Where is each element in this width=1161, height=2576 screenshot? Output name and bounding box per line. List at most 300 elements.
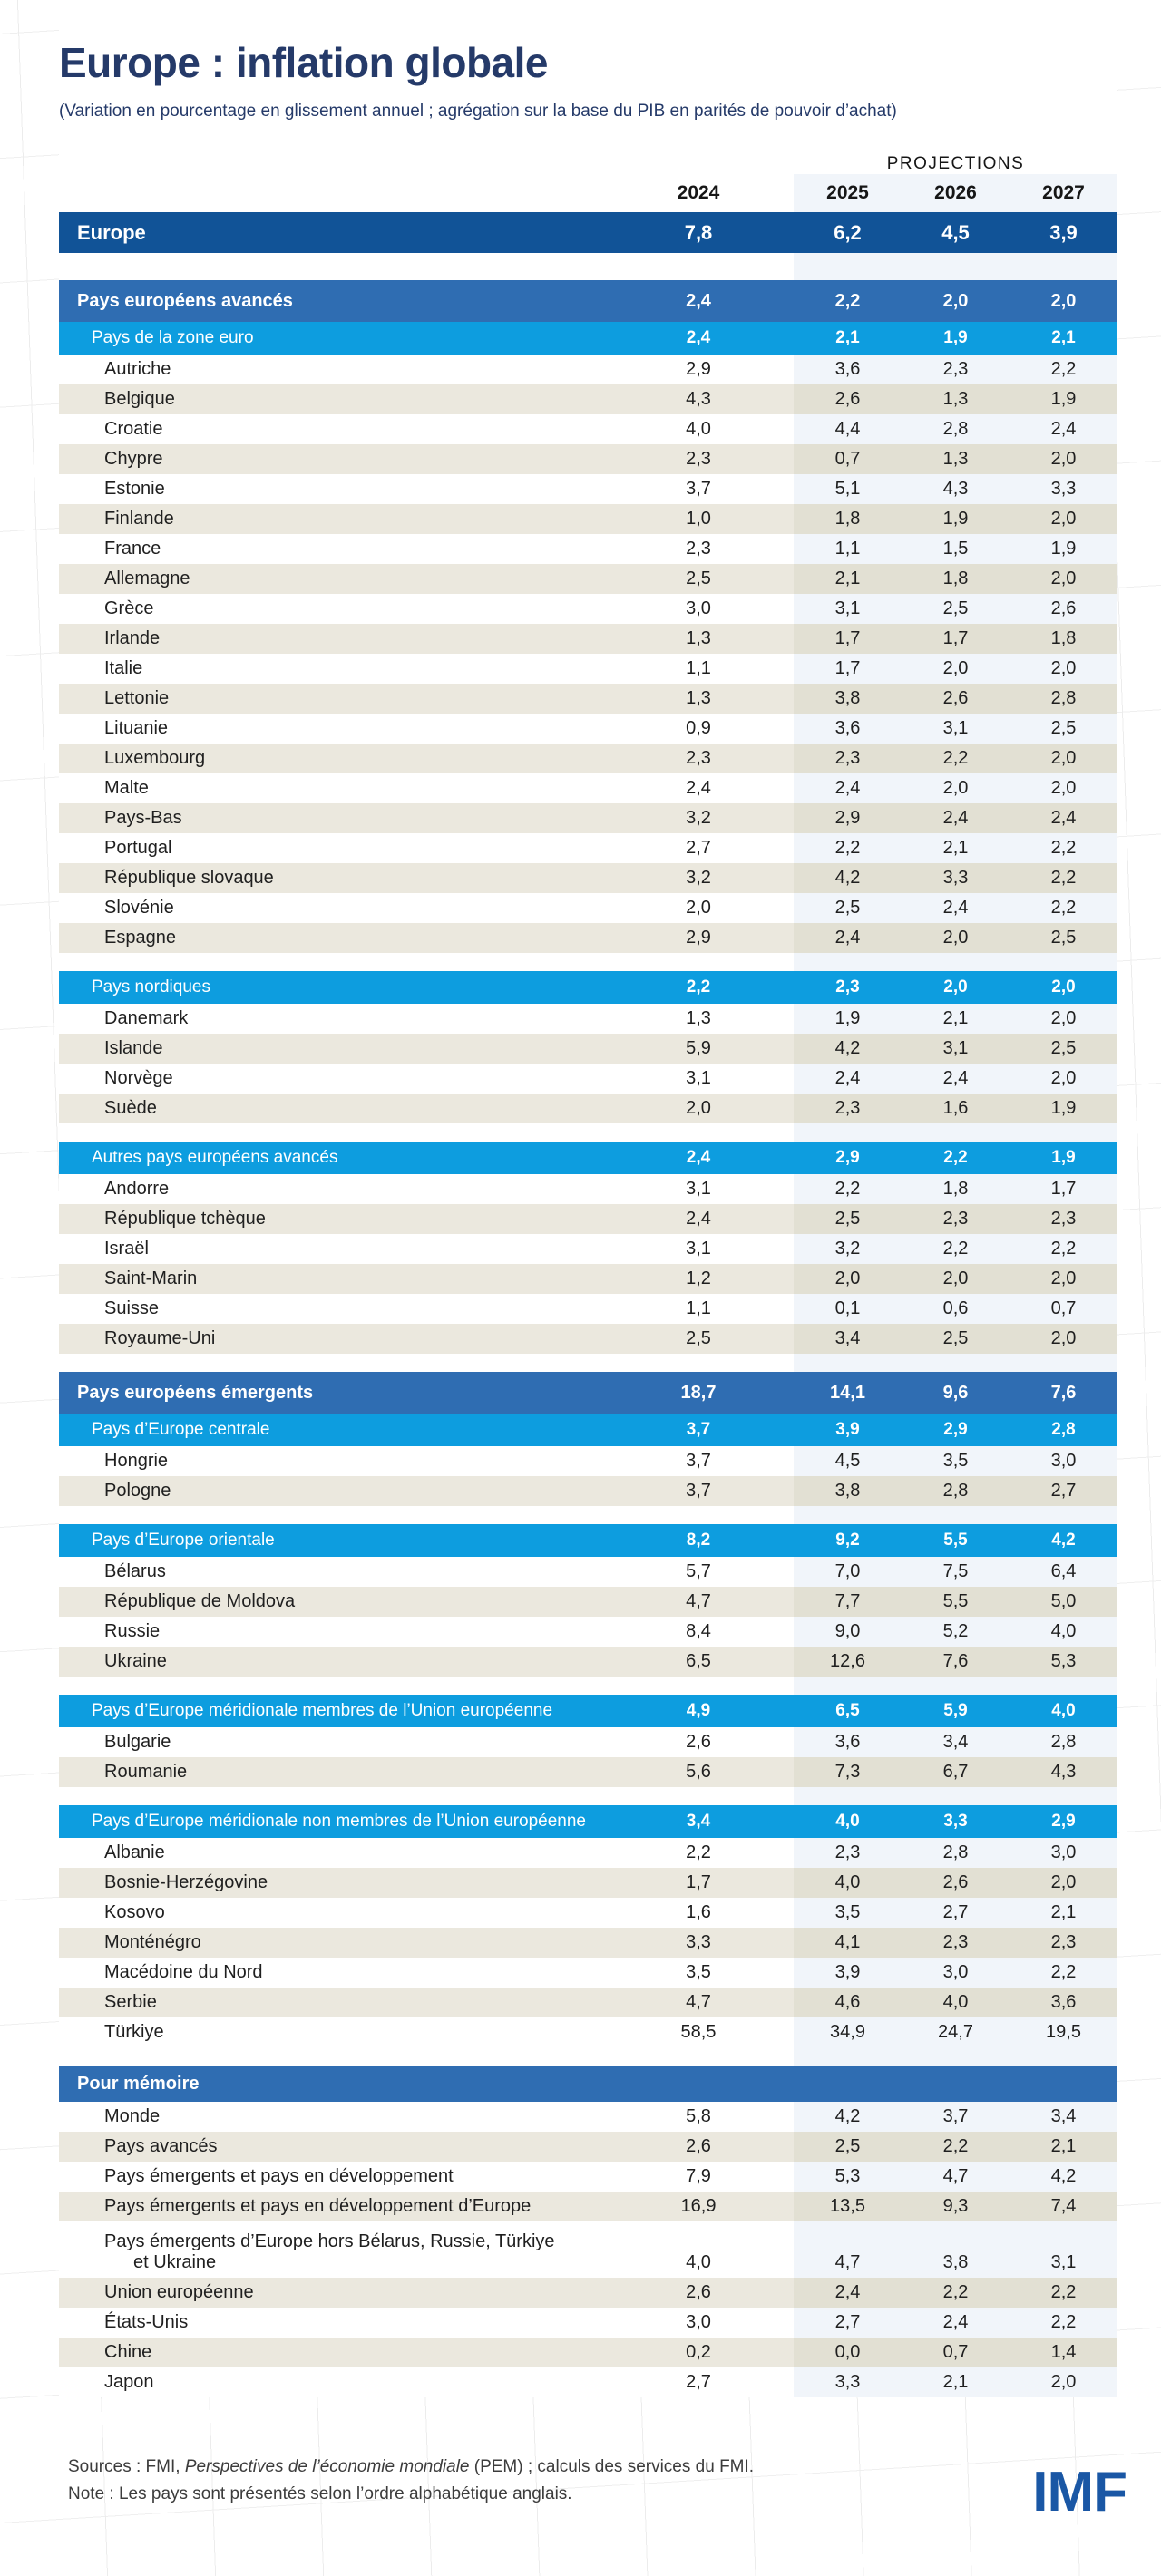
value-2025 <box>794 1677 902 1695</box>
row-label: Russie <box>104 1621 161 1641</box>
table-row <box>59 1617 1117 1647</box>
value-2024: 5,9 <box>686 1038 711 1058</box>
value-2025: 3,4 <box>794 1324 902 1354</box>
value-2025: 2,0 <box>794 1264 902 1294</box>
value-2026: 3,3 <box>943 1812 968 1831</box>
projections-label: PROJECTIONS <box>886 154 1025 173</box>
table-row <box>59 2047 1117 2066</box>
value-2027 <box>1010 253 1117 280</box>
row-label: Kosovo <box>104 1902 165 1922</box>
value-2025: 3,8 <box>794 1476 902 1506</box>
value-2024: 3,7 <box>686 479 711 499</box>
value-2024: 16,9 <box>680 2196 717 2216</box>
value-2025: 3,5 <box>794 1898 902 1928</box>
value-2027: 2,0 <box>1010 773 1117 803</box>
value-2026: 5,9 <box>943 1701 968 1720</box>
row-label: Monde <box>104 2106 161 2126</box>
projections-label-row <box>59 154 1117 174</box>
row-label: Lituanie <box>104 718 169 738</box>
value-2025: 34,9 <box>794 2017 902 2047</box>
value-2026: 3,7 <box>902 2102 1010 2132</box>
value-2025: 2,9 <box>794 803 902 833</box>
row-label: Pays émergents et pays en développement d’Europe <box>104 2196 532 2216</box>
value-2026: 1,9 <box>943 328 968 347</box>
value-2025: 6,5 <box>835 1701 860 1720</box>
value-2027: 7,4 <box>1010 2192 1117 2221</box>
value-2025: 6,2 <box>834 220 862 244</box>
year-header-2027: 2027 <box>1010 174 1117 212</box>
row-label: Malte <box>104 778 149 798</box>
row-label: Pays européens émergents <box>77 1382 314 1403</box>
value-2025: 0,1 <box>794 1294 902 1324</box>
value-2024: 4,7 <box>686 1992 711 2012</box>
row-label: Autriche <box>104 359 171 379</box>
value-2026: 3,1 <box>902 714 1010 744</box>
year-header-2026: 2026 <box>902 174 1010 212</box>
table-row <box>59 1868 1117 1898</box>
table-row <box>59 2338 1117 2367</box>
row-label: Norvège <box>104 1068 173 1088</box>
table-row <box>59 1354 1117 1372</box>
value-2026: 2,1 <box>902 833 1010 863</box>
row-label: Italie <box>104 658 143 678</box>
table-row <box>59 1446 1117 1476</box>
value-2026: 1,8 <box>902 1174 1010 1204</box>
value-2024: 3,2 <box>686 808 711 828</box>
value-2026: 2,3 <box>902 355 1010 384</box>
table-row <box>59 1988 1117 2017</box>
value-2025 <box>794 2066 902 2102</box>
value-2026: 2,0 <box>902 654 1010 684</box>
value-2025: 13,5 <box>794 2192 902 2221</box>
imf-logo: IMF <box>1032 2461 1127 2523</box>
table-row <box>59 414 1117 444</box>
value-2025: 7,0 <box>794 1557 902 1587</box>
value-2025: 3,6 <box>794 714 902 744</box>
value-2025: 4,6 <box>794 1988 902 2017</box>
row-label: Andorre <box>104 1179 170 1199</box>
row-label: Pays émergents et pays en développement <box>104 2166 454 2186</box>
table-row <box>59 2132 1117 2162</box>
value-2025: 2,2 <box>834 290 861 311</box>
value-2027: 2,2 <box>1010 1234 1117 1264</box>
value-2026: 2,4 <box>902 803 1010 833</box>
table-row <box>59 1695 1117 1727</box>
row-label: Pays nordiques <box>92 977 210 996</box>
row-label: États-Unis <box>104 2312 189 2332</box>
value-2025: 4,7 <box>794 2221 902 2278</box>
value-2027: 1,9 <box>1010 1094 1117 1123</box>
value-2024: 8,4 <box>686 1621 711 1641</box>
row-label: Belgique <box>104 389 175 409</box>
value-2026: 4,3 <box>902 474 1010 504</box>
value-2025: 2,9 <box>835 1148 860 1167</box>
value-2024: 58,5 <box>680 2022 717 2042</box>
table-row <box>59 1234 1117 1264</box>
page <box>59 0 1127 2523</box>
row-label: Türkiye <box>104 2022 164 2042</box>
value-2025: 1,9 <box>794 1004 902 1034</box>
value-2026: 2,0 <box>902 1264 1010 1294</box>
row-label: Pays d’Europe méridionale non membres de l’Union européenne <box>92 1812 586 1831</box>
value-2027: 2,7 <box>1010 1476 1117 1506</box>
value-2027: 3,3 <box>1010 474 1117 504</box>
value-2027: 2,8 <box>1051 1420 1076 1439</box>
value-2025: 2,3 <box>835 977 860 996</box>
value-2024: 5,8 <box>686 2106 711 2126</box>
value-2027: 2,2 <box>1010 1958 1117 1988</box>
value-2026: 1,9 <box>902 504 1010 534</box>
value-2024: 3,0 <box>686 598 711 618</box>
row-label: Pays d’Europe orientale <box>92 1531 275 1550</box>
value-2025: 4,1 <box>794 1928 902 1958</box>
row-label: République slovaque <box>104 868 274 888</box>
value-2024: 4,0 <box>686 419 711 439</box>
page-header <box>59 0 1117 212</box>
value-2024: 4,7 <box>686 1591 711 1611</box>
value-2024: 18,7 <box>680 1382 717 1403</box>
value-2026: 2,0 <box>902 923 1010 953</box>
value-2026: 5,2 <box>902 1617 1010 1647</box>
value-2027: 2,2 <box>1010 863 1117 893</box>
value-2025: 0,0 <box>794 2338 902 2367</box>
value-2026: 4,5 <box>941 220 970 244</box>
row-label: Espagne <box>104 928 176 948</box>
value-2027: 2,0 <box>1010 444 1117 474</box>
value-2026: 2,4 <box>902 2308 1010 2338</box>
value-2024: 0,9 <box>686 718 711 738</box>
value-2024: 3,7 <box>686 1451 711 1471</box>
value-2024: 4,0 <box>686 2252 711 2272</box>
value-2026: 9,6 <box>942 1382 969 1403</box>
table-row <box>59 684 1117 714</box>
table-row <box>59 833 1117 863</box>
value-2027: 2,4 <box>1010 803 1117 833</box>
value-2026: 2,1 <box>902 1004 1010 1034</box>
value-2026 <box>902 1506 1010 1524</box>
row-label: Allemagne <box>104 569 190 588</box>
value-2025: 3,3 <box>794 2367 902 2397</box>
value-2025: 2,5 <box>794 893 902 923</box>
value-2026 <box>902 2066 1010 2102</box>
value-2027: 2,2 <box>1010 833 1117 863</box>
value-2024: 3,5 <box>686 1962 711 1982</box>
row-label: Islande <box>104 1038 163 1058</box>
value-2025: 3,1 <box>794 594 902 624</box>
value-2024: 3,2 <box>686 868 711 888</box>
value-2025: 2,3 <box>794 744 902 773</box>
value-2026: 2,0 <box>942 290 969 311</box>
value-2025: 2,3 <box>794 1094 902 1123</box>
table-row <box>59 1123 1117 1142</box>
value-2025: 14,1 <box>830 1382 865 1403</box>
table-row <box>59 564 1117 594</box>
row-label: Luxembourg <box>104 748 206 768</box>
value-2025: 2,4 <box>794 923 902 953</box>
table-row <box>59 624 1117 654</box>
table-row <box>59 1324 1117 1354</box>
value-2024: 7,9 <box>686 2166 711 2186</box>
value-2025: 2,5 <box>794 1204 902 1234</box>
value-2024: 2,4 <box>686 1209 711 1229</box>
table-row <box>59 773 1117 803</box>
value-2024: 2,0 <box>686 1098 711 1118</box>
value-2024: 2,9 <box>686 359 711 379</box>
row-label: Pays d’Europe méridionale membres de l’Union européenne <box>92 1701 553 1720</box>
value-2024: 2,6 <box>686 1732 711 1752</box>
value-2024: 1,3 <box>686 688 711 708</box>
value-2025 <box>794 1354 902 1372</box>
value-2026: 2,2 <box>902 2132 1010 2162</box>
value-2027: 3,1 <box>1010 2221 1117 2278</box>
value-2027 <box>1010 1123 1117 1142</box>
value-2025: 3,9 <box>794 1958 902 1988</box>
value-2026: 1,3 <box>902 444 1010 474</box>
table-row <box>59 253 1117 280</box>
table-row <box>59 444 1117 474</box>
value-2026: 2,5 <box>902 1324 1010 1354</box>
row-label: Suisse <box>104 1298 160 1318</box>
value-2024: 5,6 <box>686 1762 711 1782</box>
value-2024: 3,7 <box>686 1481 711 1501</box>
table-row <box>59 2017 1117 2047</box>
value-2025 <box>794 2047 902 2066</box>
value-2027: 19,5 <box>1010 2017 1117 2047</box>
value-2025: 4,2 <box>794 2102 902 2132</box>
sources-line: Sources : FMI, Perspectives de l’économie mondiale (PEM) ; calculs des services du FMI. <box>68 2457 755 2476</box>
table-row <box>59 2308 1117 2338</box>
value-2025: 2,1 <box>794 564 902 594</box>
row-label: Autres pays européens avancés <box>92 1148 338 1167</box>
value-2025: 5,3 <box>794 2162 902 2192</box>
value-2027: 2,6 <box>1010 594 1117 624</box>
page-footer <box>59 2454 1127 2523</box>
value-2026: 0,7 <box>902 2338 1010 2367</box>
value-2027: 2,0 <box>1010 744 1117 773</box>
value-2026: 2,6 <box>902 1868 1010 1898</box>
value-2024: 2,7 <box>686 838 711 858</box>
table-row <box>59 1004 1117 1034</box>
value-2026: 3,4 <box>902 1727 1010 1757</box>
value-2027: 7,6 <box>1050 1382 1077 1403</box>
value-2025 <box>794 1506 902 1524</box>
value-2024: 1,6 <box>686 1902 711 1922</box>
value-2024: 1,3 <box>686 1008 711 1028</box>
value-2026: 6,7 <box>902 1757 1010 1787</box>
value-2025: 2,6 <box>794 384 902 414</box>
row-label: Croatie <box>104 419 163 439</box>
value-2024: 6,5 <box>686 1651 711 1671</box>
value-2026 <box>902 953 1010 971</box>
table-row <box>59 1204 1117 1234</box>
table-row <box>59 654 1117 684</box>
value-2027: 2,5 <box>1010 923 1117 953</box>
value-2027: 2,2 <box>1010 2278 1117 2308</box>
value-2025: 2,4 <box>794 773 902 803</box>
value-2025 <box>794 1787 902 1805</box>
table-row <box>59 1928 1117 1958</box>
value-2024: 3,4 <box>686 1812 711 1831</box>
row-label: Suède <box>104 1098 157 1118</box>
value-2027: 2,3 <box>1010 1204 1117 1234</box>
table-row <box>59 1372 1117 1414</box>
value-2025: 4,0 <box>835 1812 860 1831</box>
value-2027: 0,7 <box>1010 1294 1117 1324</box>
value-2027: 2,2 <box>1010 355 1117 384</box>
value-2025: 4,5 <box>794 1446 902 1476</box>
value-2027: 2,9 <box>1051 1812 1076 1831</box>
value-2024: 3,3 <box>686 1932 711 1952</box>
value-2026: 0,6 <box>902 1294 1010 1324</box>
value-2026: 2,2 <box>902 1234 1010 1264</box>
value-2024: 1,0 <box>686 509 711 529</box>
table-row <box>59 1557 1117 1587</box>
value-2027: 2,2 <box>1010 2308 1117 2338</box>
value-2024: 1,7 <box>686 1872 711 1892</box>
value-2025: 2,3 <box>794 1838 902 1868</box>
value-2024: 2,4 <box>686 1148 711 1167</box>
value-2026: 1,8 <box>902 564 1010 594</box>
row-label: Europe <box>77 220 146 244</box>
value-2027: 3,4 <box>1010 2102 1117 2132</box>
value-2026 <box>902 1677 1010 1695</box>
table-row <box>59 1838 1117 1868</box>
value-2027: 2,8 <box>1010 1727 1117 1757</box>
value-2024: 3,7 <box>686 1420 711 1439</box>
value-2024: 2,3 <box>686 449 711 469</box>
table-row <box>59 803 1117 833</box>
value-2026: 4,7 <box>902 2162 1010 2192</box>
value-2026 <box>902 253 1010 280</box>
value-2026: 7,5 <box>902 1557 1010 1587</box>
value-2026: 9,3 <box>902 2192 1010 2221</box>
value-2026: 2,5 <box>902 594 1010 624</box>
row-label: Union européenne <box>104 2282 254 2302</box>
row-label: Saint-Marin <box>104 1269 198 1288</box>
value-2024: 3,0 <box>686 2312 711 2332</box>
value-2027: 2,0 <box>1010 1324 1117 1354</box>
value-2026: 24,7 <box>902 2017 1010 2047</box>
table-row <box>59 1142 1117 1174</box>
table-row <box>59 1094 1117 1123</box>
value-2025: 2,7 <box>794 2308 902 2338</box>
value-2025: 3,6 <box>794 1727 902 1757</box>
value-2025: 1,1 <box>794 534 902 564</box>
value-2024: 2,3 <box>686 539 711 559</box>
value-2026: 1,3 <box>902 384 1010 414</box>
row-label: Chine <box>104 2342 152 2362</box>
value-2027: 2,0 <box>1010 654 1117 684</box>
value-2025: 0,7 <box>794 444 902 474</box>
value-2025: 7,3 <box>794 1757 902 1787</box>
value-2024: 2,0 <box>686 898 711 918</box>
row-label: Lettonie <box>104 688 170 708</box>
table-row <box>59 2162 1117 2192</box>
value-2026: 2,2 <box>902 744 1010 773</box>
value-2026: 3,0 <box>902 1958 1010 1988</box>
row-label: Pays européens avancés <box>77 290 293 311</box>
row-label: Pays d’Europe centrale <box>92 1420 270 1439</box>
value-2027: 2,1 <box>1051 328 1076 347</box>
value-2026: 2,3 <box>902 1204 1010 1234</box>
value-2027: 6,4 <box>1010 1557 1117 1587</box>
table-row <box>59 212 1117 253</box>
value-2027: 2,1 <box>1010 2132 1117 2162</box>
row-label: Pour mémoire <box>77 2073 200 2094</box>
value-2025: 9,2 <box>835 1531 860 1550</box>
value-2027 <box>1010 1354 1117 1372</box>
value-2027: 2,0 <box>1050 290 1077 311</box>
value-2024: 0,2 <box>686 2342 711 2362</box>
row-label: Pologne <box>104 1481 171 1501</box>
value-2027: 2,0 <box>1010 1868 1117 1898</box>
value-2025: 3,9 <box>835 1420 860 1439</box>
value-2027: 2,2 <box>1010 893 1117 923</box>
table-row <box>59 893 1117 923</box>
row-label: République tchèque <box>104 1209 266 1229</box>
row-label: République de Moldova <box>104 1591 296 1611</box>
value-2026: 3,3 <box>902 863 1010 893</box>
value-2027 <box>1010 953 1117 971</box>
value-2026: 7,6 <box>902 1647 1010 1677</box>
table-row <box>59 1294 1117 1324</box>
value-2026: 2,8 <box>902 1838 1010 1868</box>
value-2026 <box>902 2047 1010 2066</box>
value-2027: 2,3 <box>1010 1928 1117 1958</box>
value-2024: 2,5 <box>686 1328 711 1348</box>
year-header-row <box>59 174 1117 212</box>
table-row <box>59 1727 1117 1757</box>
row-label: Ukraine <box>104 1651 167 1671</box>
table-row <box>59 1414 1117 1446</box>
row-label: France <box>104 539 161 559</box>
value-2027 <box>1010 1677 1117 1695</box>
value-2024: 2,4 <box>686 778 711 798</box>
table-row <box>59 280 1117 322</box>
table-row <box>59 971 1117 1004</box>
row-label: Danemark <box>104 1008 189 1028</box>
row-label: Estonie <box>104 479 165 499</box>
value-2025: 2,5 <box>794 2132 902 2162</box>
value-2025: 1,8 <box>794 504 902 534</box>
value-2025 <box>794 253 902 280</box>
table-row <box>59 1264 1117 1294</box>
value-2027: 5,3 <box>1010 1647 1117 1677</box>
value-2024: 7,8 <box>684 220 713 244</box>
value-2024: 2,2 <box>686 1842 711 1862</box>
value-2025: 2,4 <box>794 2278 902 2308</box>
value-2026: 3,5 <box>902 1446 1010 1476</box>
value-2027: 1,9 <box>1010 534 1117 564</box>
row-label: Bosnie-Herzégovine <box>104 1872 268 1892</box>
value-2026 <box>902 1123 1010 1142</box>
year-header-2024: 2024 <box>677 182 720 203</box>
value-2026: 1,5 <box>902 534 1010 564</box>
value-2027: 5,0 <box>1010 1587 1117 1617</box>
value-2024: 3,1 <box>686 1179 711 1199</box>
value-2027: 2,0 <box>1010 1064 1117 1094</box>
table-row <box>59 2066 1117 2102</box>
table-row <box>59 1064 1117 1094</box>
table-row <box>59 1958 1117 1988</box>
page-title: Europe : inflation globale <box>59 39 548 86</box>
value-2024: 3,1 <box>686 1239 711 1259</box>
value-2027: 1,4 <box>1010 2338 1117 2367</box>
table-row <box>59 2278 1117 2308</box>
value-2025: 4,2 <box>794 863 902 893</box>
value-2025: 4,2 <box>794 1034 902 1064</box>
value-2025: 2,1 <box>835 328 860 347</box>
